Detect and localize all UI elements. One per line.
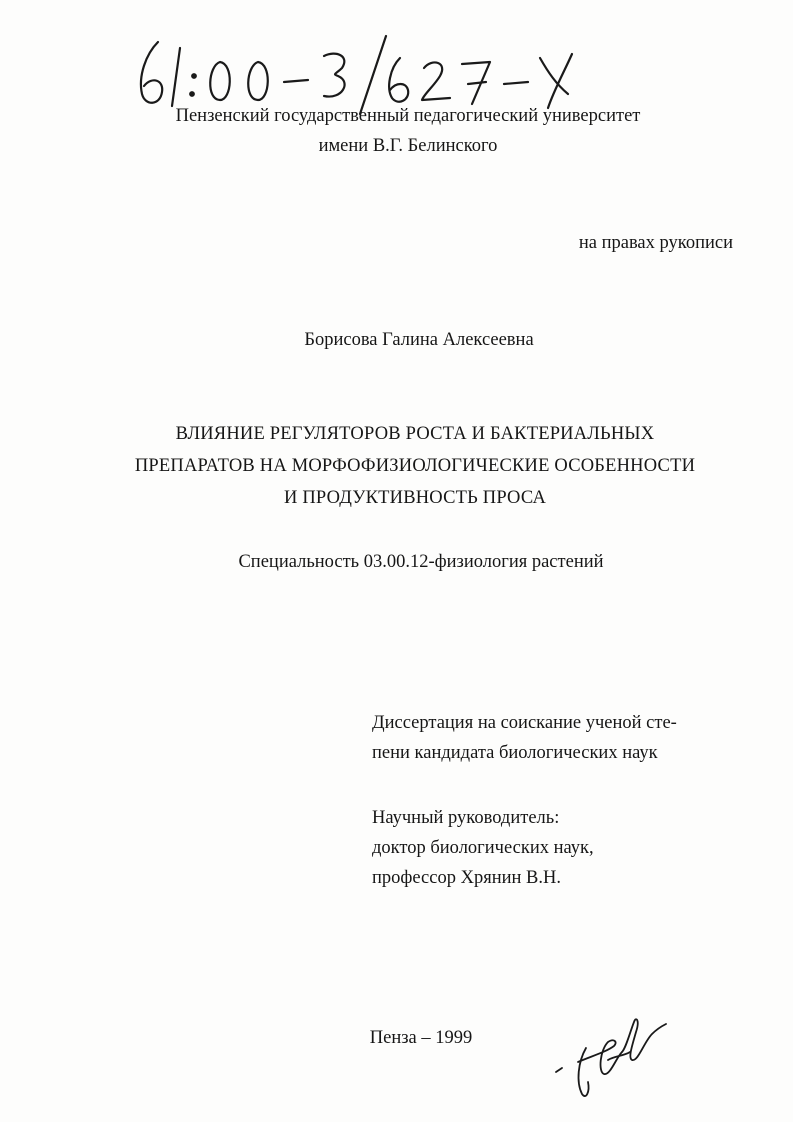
title-line: И ПРОДУКТИВНОСТЬ ПРОСА bbox=[283, 488, 547, 508]
manuscript-note: на правах рукописи bbox=[578, 233, 733, 253]
place-and-year: Пенза – 1999 bbox=[369, 1028, 473, 1048]
dissertation-title bbox=[60, 418, 770, 514]
dissertation-line: пени кандидата биологических наук bbox=[372, 743, 658, 763]
title-line: ПРЕПАРАТОВ НА МОРФОФИЗИОЛОГИЧЕСКИЕ ОСОБЕННОСТИ bbox=[134, 456, 696, 476]
title-line: ВЛИЯНИЕ РЕГУЛЯТОРОВ РОСТА И БАКТЕРИАЛЬНЫХ bbox=[175, 424, 655, 444]
supervisor-line: доктор биологических наук, bbox=[372, 838, 594, 858]
dissertation-statement bbox=[372, 708, 752, 768]
university-name-line-2: имени В.Г. Белинского bbox=[318, 136, 498, 156]
supervisor-block bbox=[372, 803, 752, 893]
dissertation-line: Диссертация на соискание ученой сте- bbox=[372, 713, 677, 733]
university-name-line-1: Пензенский государственный педагогический университет bbox=[175, 106, 641, 126]
author-name: Борисова Галина Алексеевна bbox=[304, 330, 534, 350]
handwritten-signature bbox=[548, 1002, 668, 1102]
supervisor-line: Научный руководитель: bbox=[372, 808, 560, 828]
supervisor-line: профессор Хрянин В.Н. bbox=[372, 868, 562, 888]
specialty: Специальность 03.00.12-физиология растений bbox=[238, 552, 604, 572]
